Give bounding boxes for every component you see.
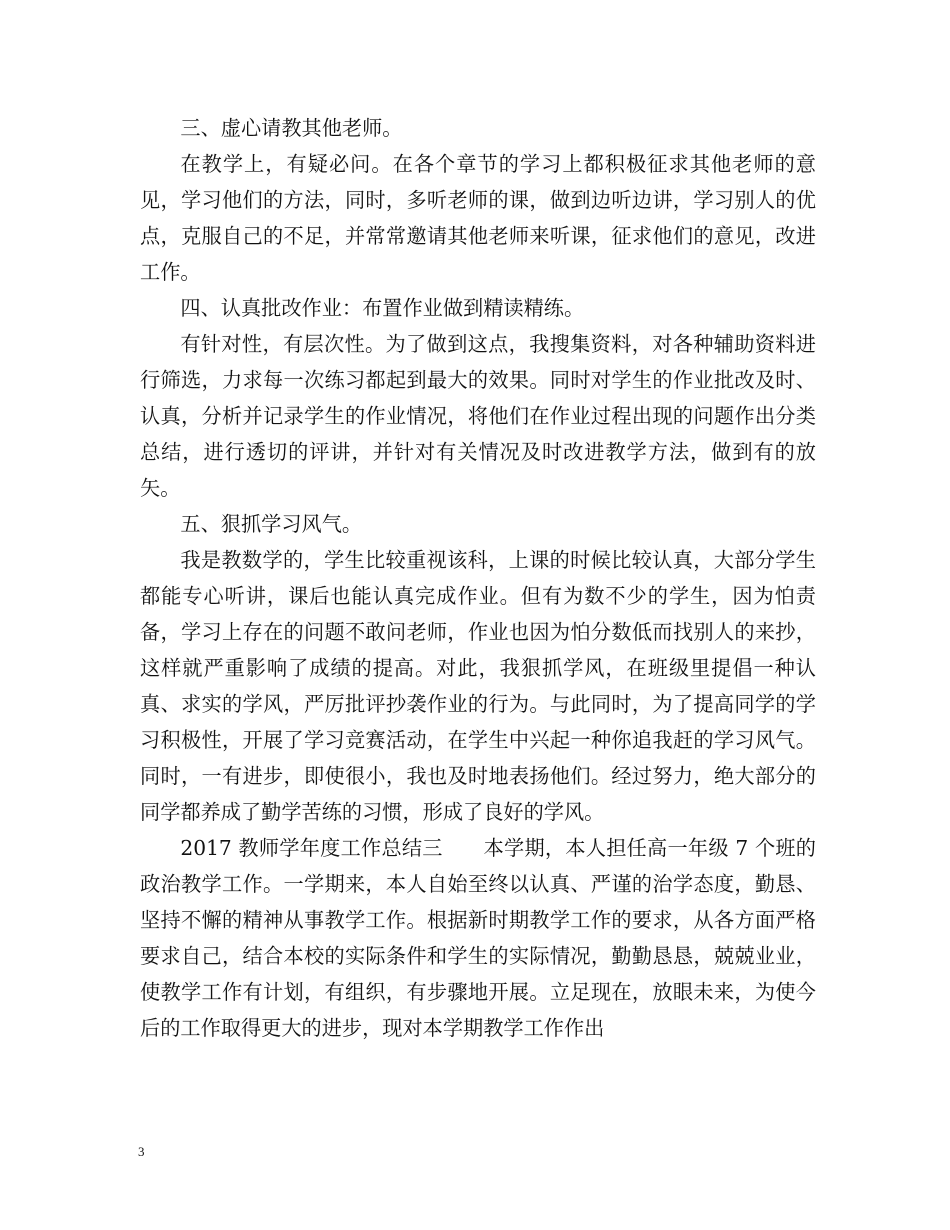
paragraph: 我是教数学的，学生比较重视该科，上课的时候比较认真，大部分学生都能专心听讲，课后也能认真完成作业。但有为数不少的学生，因为怕责备，学习上存在的问题不敢问老师，作业也因为怕分数低而找别人的来抄，这样就严重影响了成绩的提高。对此，我狠抓学风，在班级里提倡一种认真、求实的学风，严厉批评抄袭作业的行为。与此同时，为了提高同学的学习积极性，开展了学习竞赛活动，在学生中兴起一种你追我赶的学习风气。同时，一有进步，即使很小，我也及时地表扬他们。经过努力，绝大部分的同学都养成了勤学苦练的习惯，形成了良好的学风。 — [140, 548, 816, 824]
paragraph: 在教学上，有疑必问。在各个章节的学习上都积极征求其他老师的意见，学习他们的方法，同时，多听老师的课，做到边听边讲，学习别人的优点，克服自己的不足，并常常邀请其他老师来听课，征求他们的意见，改进工作。 — [140, 152, 816, 284]
section-heading-4: 四、认真批改作业：布置作业做到精读精练。 — [180, 296, 585, 320]
section-heading-5: 五、狠抓学习风气。 — [180, 512, 363, 536]
page-number: 3 — [138, 1144, 145, 1159]
section-heading-3: 三、虚心请教其他老师。 — [180, 116, 403, 140]
paragraph: 有针对性，有层次性。为了做到这点，我搜集资料，对各种辅助资料进行筛选，力求每一次练习都起到最大的效果。同时对学生的作业批改及时、认真，分析并记录学生的作业情况，将他们在作业过程出现的问题作出分类总结，进行透切的评讲，并针对有关情况及时改进教学方法，做到有的放矢。 — [140, 332, 816, 500]
paragraph: 2017 教师学年度工作总结三 本学期，本人担任高一年级 7 个班的政治教学工作。一学期来，本人自始至终以认真、严谨的治学态度，勤恳、坚持不懈的精神从事教学工作。根据新时期教学工作的要求，从各方面严格要求自己，结合本校的实际条件和学生的实际情况，勤勤恳恳，兢兢业业，使教学工作有计划，有组织，有步骤地开展。立足现在，放眼未来，为使今后的工作取得更大的进步，现对本学期教学工作作出 — [140, 836, 816, 1040]
document-body — [140, 110, 816, 1046]
